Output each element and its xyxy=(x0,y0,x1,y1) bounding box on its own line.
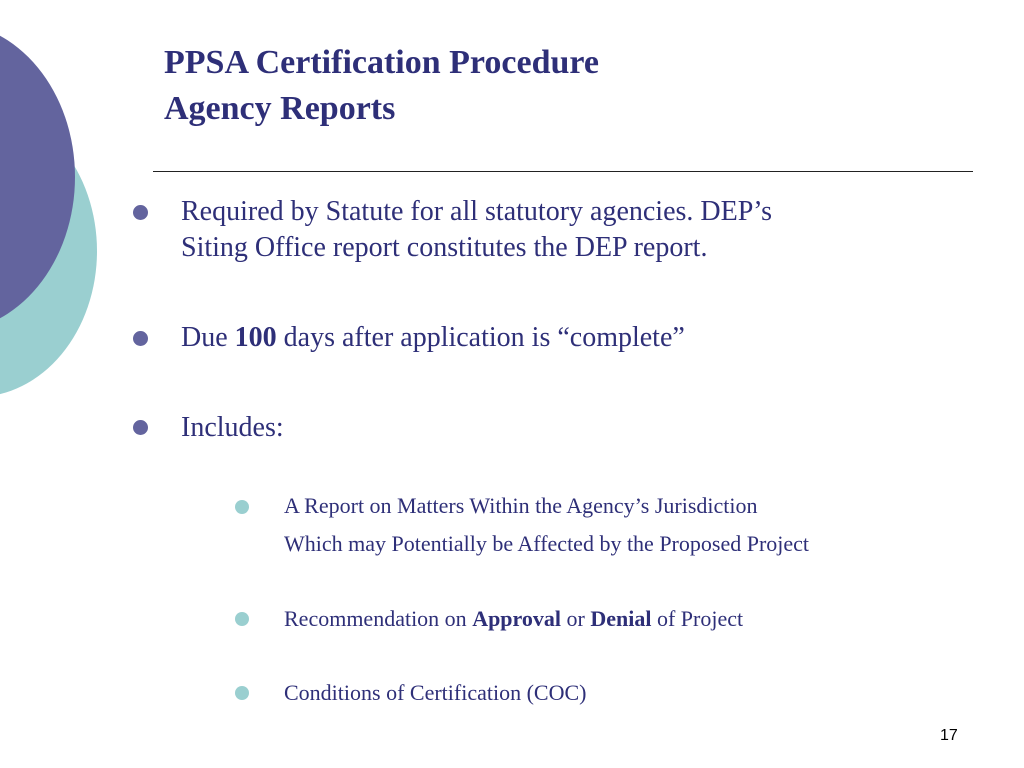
bullet-statute-line-1: Required by Statute for all statutory agencies. DEP’s xyxy=(181,196,772,227)
bullet-includes xyxy=(181,410,961,446)
page-number: 17 xyxy=(940,727,958,744)
sub-bullet-report xyxy=(284,487,984,563)
sub-bullet-dot-icon xyxy=(235,500,249,514)
bullet-due-days: 100 xyxy=(234,322,277,353)
sub-bullet-rec-post: of Project xyxy=(651,606,744,631)
sub-bullet-rec-pre: Recommendation on xyxy=(284,606,473,631)
bullet-statute xyxy=(181,194,961,266)
bullet-includes-text: Includes: xyxy=(181,412,284,443)
bullet-dot-icon xyxy=(133,331,148,346)
slide-title-line-2: Agency Reports xyxy=(164,90,396,127)
sub-bullet-report-line-2: Which may Potentially be Affected by the Proposed Project xyxy=(284,531,810,556)
sub-bullet-rec-denial: Denial xyxy=(590,606,652,631)
bullet-statute-line-2: Siting Office report constitutes the DEP report. xyxy=(181,232,708,263)
sub-bullet-report-line-1: A Report on Matters Within the Agency’s Jurisdiction xyxy=(284,493,758,518)
bullet-dot-icon xyxy=(133,205,148,220)
bullet-due-pre: Due xyxy=(181,322,235,353)
sub-bullet-rec-mid: or xyxy=(561,606,591,631)
slide-title-line-1: PPSA Certification Procedure xyxy=(164,44,599,81)
bullet-due-date xyxy=(181,320,961,356)
bullet-dot-icon xyxy=(133,420,148,435)
bullet-due-post: days after application is “complete” xyxy=(276,322,685,353)
sub-bullet-coc-text: Conditions of Certification (COC) xyxy=(284,680,587,705)
sub-bullet-rec-approval: Approval xyxy=(472,606,562,631)
slide-title xyxy=(164,40,599,132)
sub-bullet-dot-icon xyxy=(235,612,249,626)
sub-bullet-recommendation xyxy=(284,600,984,638)
title-divider xyxy=(153,171,973,172)
sub-bullet-dot-icon xyxy=(235,686,249,700)
sub-bullet-coc xyxy=(284,674,984,712)
